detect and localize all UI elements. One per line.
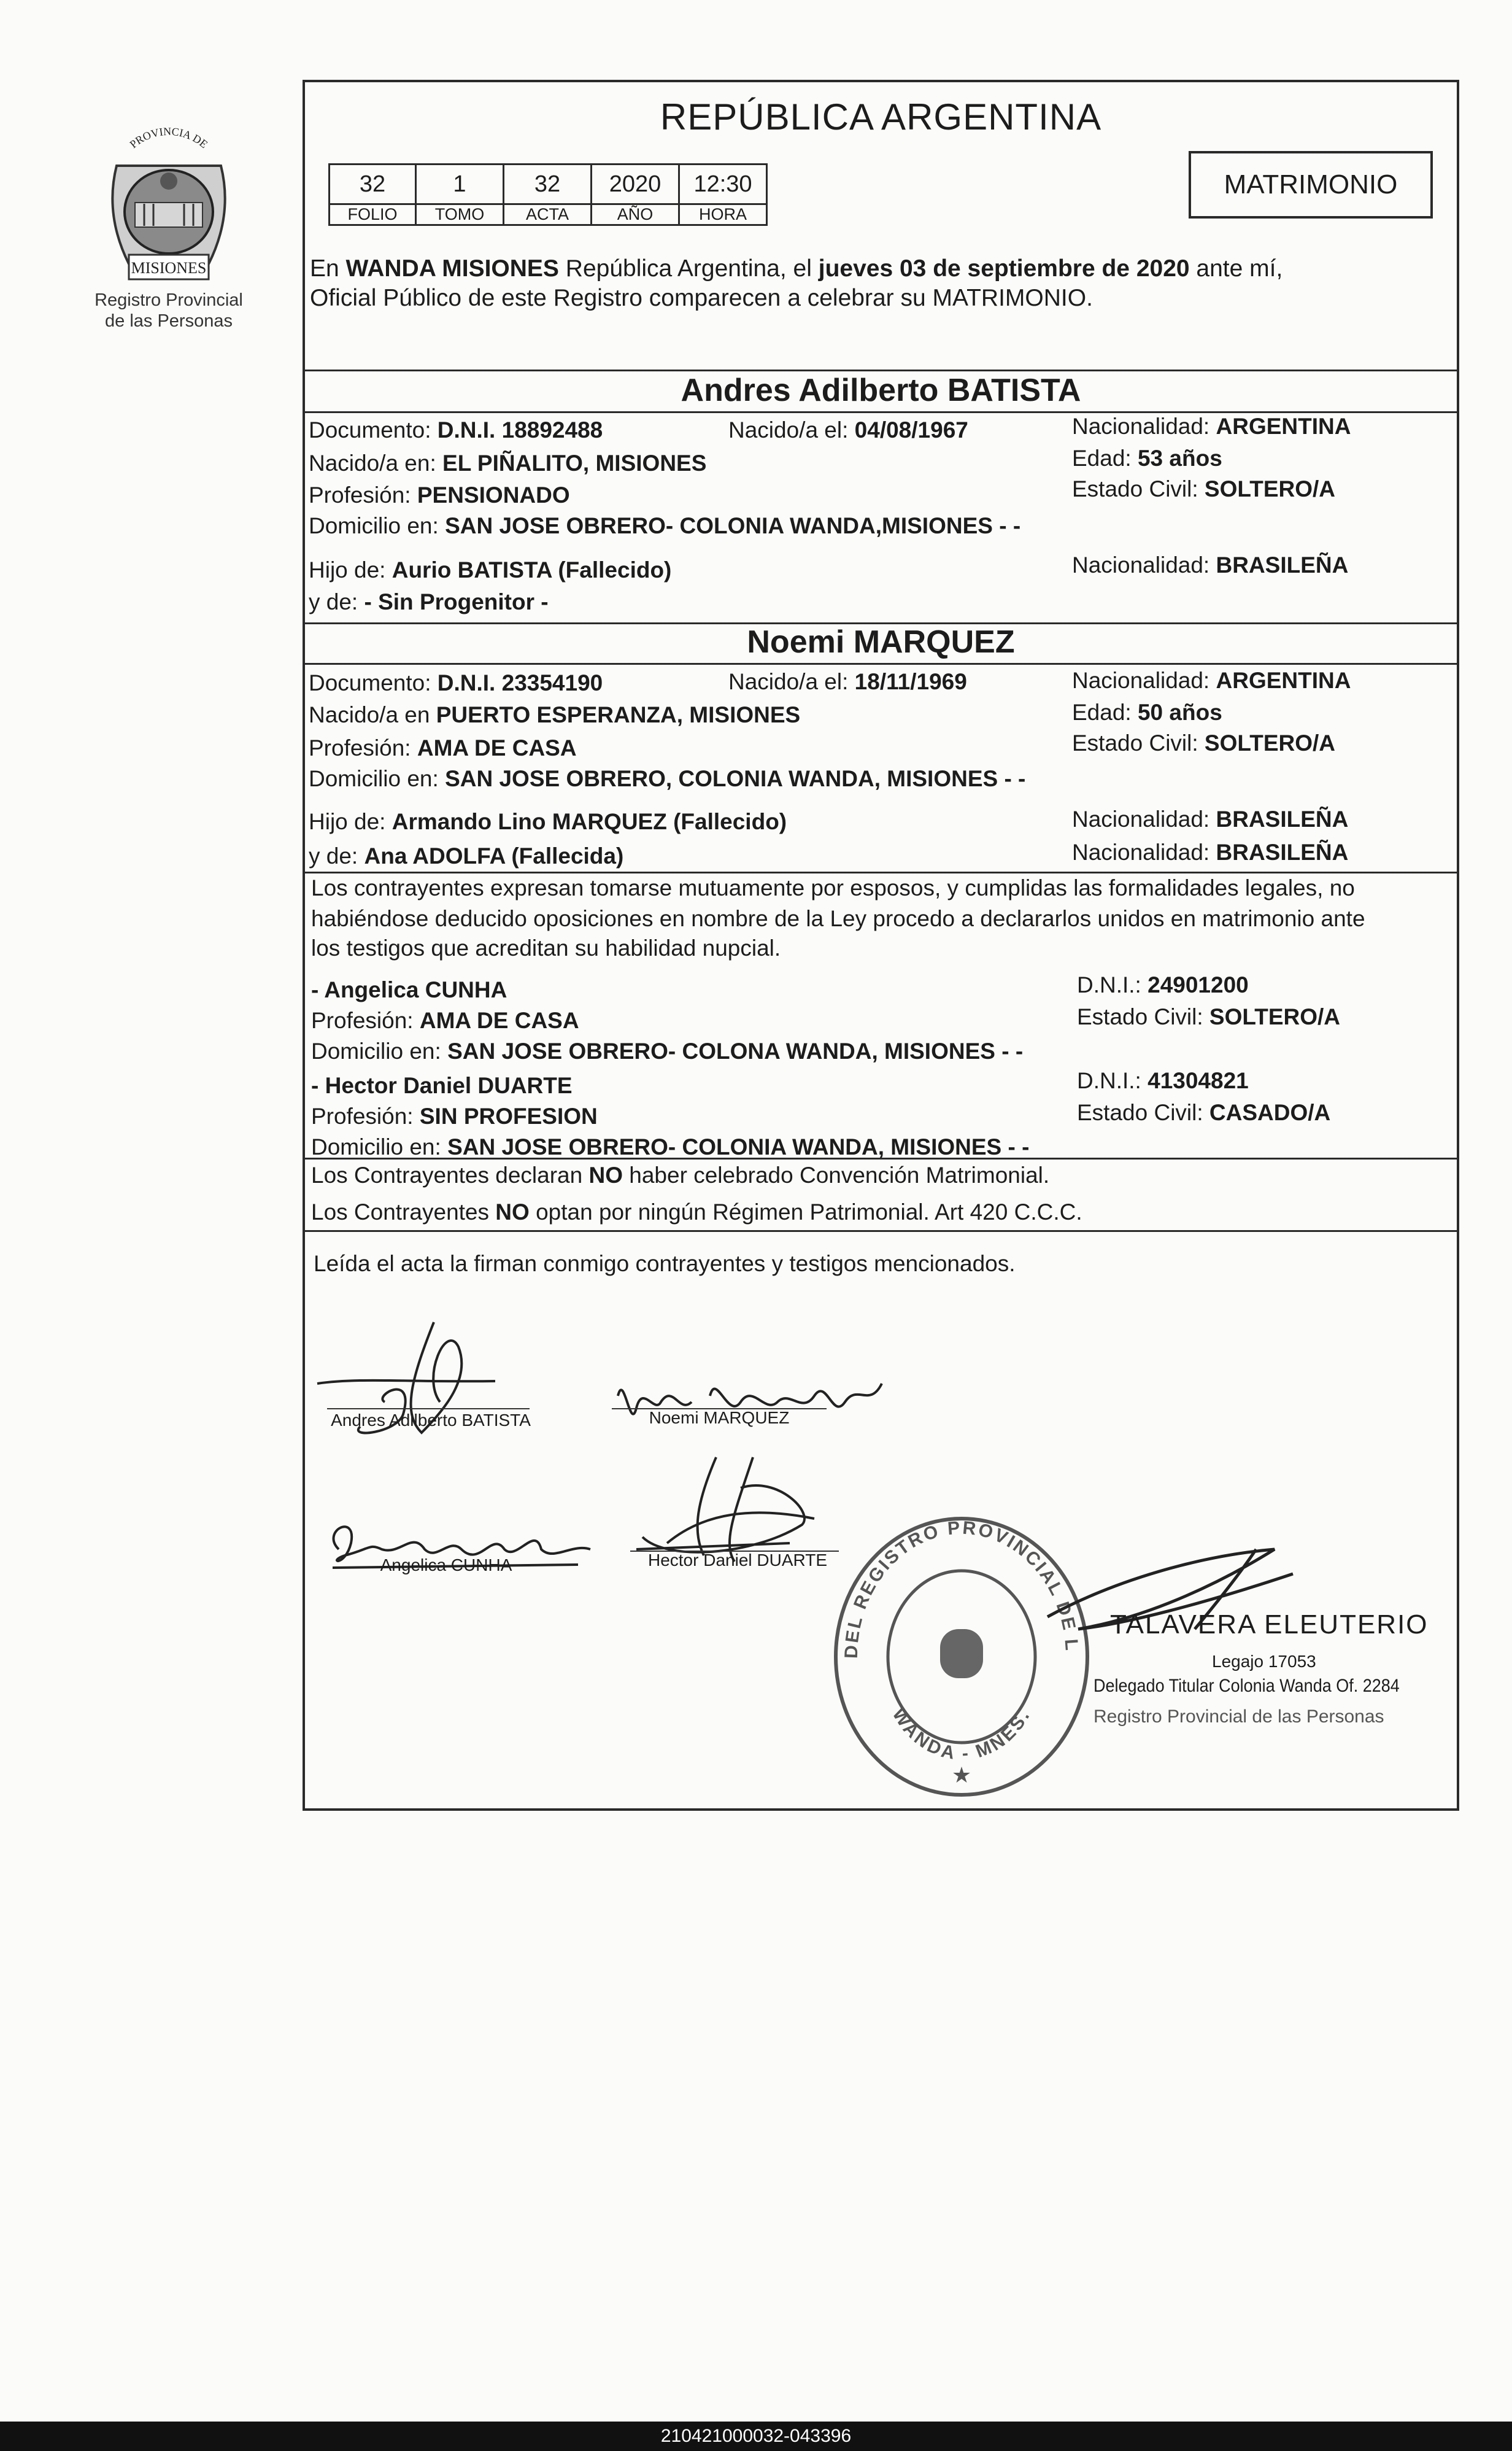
witness1-domicile: Domicilio en: SAN JOSE OBRERO- COLONA WANDA, MISIONES - - [311,1039,1024,1064]
groom-profession: Profesión: PENSIONADO [309,482,570,508]
act-type-box: MATRIMONIO [1189,151,1433,219]
witness1-name: - Angelica CUNHA [311,977,507,1002]
acta-value: 32 [504,165,592,204]
closing-statement: Leída el acta la firman conmigo contrayentes y testigos mencionados. [314,1251,1016,1276]
bride-civil-status: Estado Civil: SOLTERO/A [1072,730,1336,756]
groom-birthplace: Nacido/a en: EL PIÑALITO, MISIONES [309,451,707,476]
convention-line1: Los Contrayentes declaran NO haber celebrado Convención Matrimonial. [311,1163,1050,1188]
bride-birthdate: Nacido/a el: 18/11/1969 [728,669,967,694]
bride-domicile: Domicilio en: SAN JOSE OBRERO, COLONIA WANDA, MISIONES - - [309,766,1026,791]
bride-signature [612,1359,894,1451]
certificate-frame [303,80,1459,1811]
document-title: REPÚBLICA ARGENTINA [660,96,1102,137]
folio-label: FOLIO [330,204,416,225]
bride-profession: Profesión: AMA DE CASA [309,735,577,761]
declaration-line2: habiéndose deducido oposiciones en nombre de la Ley procedo a declararlos unidos en matrimonio ante [311,906,1365,931]
witness2-domicile: Domicilio en: SAN JOSE OBRERO- COLONIA WANDA, MISIONES - - [311,1134,1030,1160]
bride-father: Hijo de: Armando Lino MARQUEZ (Fallecido) [309,809,787,834]
org-line2: de las Personas [105,311,233,331]
bride-mother-nationality: Nacionalidad: BRASILEÑA [1072,840,1349,865]
official-role: Delegado Titular Colonia Wanda Of. 2284 [1094,1676,1400,1696]
ano-value: 2020 [592,165,679,204]
province-coat-of-arms-logo [92,125,245,295]
groom-name: Andres Adilberto BATISTA [681,373,1081,408]
bride-nationality: Nacionalidad: ARGENTINA [1072,668,1351,693]
witness2-signature-label: Hector Daniel DUARTE [647,1551,828,1570]
bride-mother: y de: Ana ADOLFA (Fallecida) [309,843,624,869]
intro-date: jueves 03 de septiembre de 2020 [818,255,1190,282]
intro-line2: Oficial Público de este Registro comparecen a celebrar su MATRIMONIO. [310,285,1093,311]
bride-birthplace: Nacido/a en PUERTO ESPERANZA, MISIONES [309,702,801,727]
folio-value: 32 [330,165,416,204]
witness2-dni: D.N.I.: 41304821 [1077,1068,1249,1093]
groom-birthdate: Nacido/a el: 04/08/1967 [728,417,968,443]
witness2-name: - Hector Daniel DUARTE [311,1073,573,1098]
document-id-footer: 210421000032-043396 [0,2422,1512,2451]
seal-ring-text: DELEGACION DEL REGISTRO PROVINCIAL DE LAS PERSONAS [821,1497,1082,1659]
registry-data-table [328,163,768,226]
witness1-dni: D.N.I.: 24901200 [1077,972,1249,997]
bride-father-nationality: Nacionalidad: BRASILEÑA [1072,807,1349,832]
declaration-line3: los testigos que acreditan su habilidad nupcial. [311,935,781,961]
official-organization: Registro Provincial de las Personas [1094,1706,1384,1727]
groom-father: Hijo de: Aurio BATISTA (Fallecido) [309,557,672,583]
groom-document: Documento: D.N.I. 18892488 [309,417,603,443]
witness1-civil-status: Estado Civil: SOLTERO/A [1077,1004,1341,1029]
witness1-profession: Profesión: AMA DE CASA [311,1008,579,1033]
groom-nationality: Nacionalidad: ARGENTINA [1072,414,1351,439]
org-line1: Registro Provincial [94,290,243,310]
logo-bottom-text: MISIONES [131,259,207,277]
witness2-profession: Profesión: SIN PROFESION [311,1104,598,1129]
groom-mother: y de: - Sin Progenitor - [309,589,549,614]
official-name: TALAVERA ELEUTERIO [1110,1609,1429,1640]
tomo-label: TOMO [416,204,504,225]
ano-label: AÑO [592,204,679,225]
groom-signature [311,1310,507,1457]
hora-label: HORA [679,204,767,225]
official-legajo: Legajo 17053 [1212,1652,1316,1671]
tomo-value: 1 [416,165,504,204]
seal-bottom-text: WANDA - MNES. [888,1705,1035,1764]
intro-line1: En WANDA MISIONES República Argentina, el jueves 03 de septiembre de 2020 ante mí, [310,255,1283,282]
convention-line2: Los Contrayentes NO optan por ningún Régimen Patrimonial. Art 420 C.C.C. [311,1199,1082,1225]
groom-civil-status: Estado Civil: SOLTERO/A [1072,476,1336,501]
groom-signature-label: Andres Adilberto BATISTA [331,1411,531,1430]
witness1-signature-label: Angelica CUNHA [380,1555,512,1574]
witness2-civil-status: Estado Civil: CASADO/A [1077,1100,1331,1125]
svg-text:★: ★ [951,1762,972,1787]
groom-domicile: Domicilio en: SAN JOSE OBRERO- COLONIA WANDA,MISIONES - - [309,513,1021,538]
bride-name: Noemi MARQUEZ [747,624,1015,660]
logo-top-text: PROVINCIA DE [127,125,210,151]
groom-age: Edad: 53 años [1072,446,1222,471]
intro-place: WANDA MISIONES [345,255,559,282]
bride-signature-label: Noemi MARQUEZ [649,1408,790,1427]
groom-father-nationality: Nacionalidad: BRASILEÑA [1072,552,1349,578]
acta-label: ACTA [504,204,592,225]
bride-document: Documento: D.N.I. 23354190 [309,670,603,695]
hora-value: 12:30 [679,165,767,204]
declaration-line1: Los contrayentes expresan tomarse mutuamente por esposos, y cumplidas las formalidades legales, no [311,875,1355,900]
issuing-organization [74,290,264,331]
bride-age: Edad: 50 años [1072,700,1222,725]
